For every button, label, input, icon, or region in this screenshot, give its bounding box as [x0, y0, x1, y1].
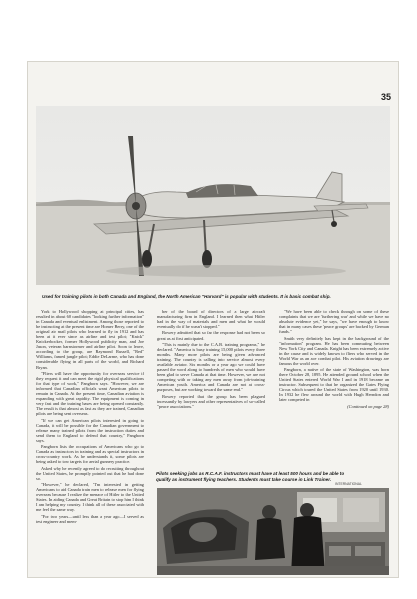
paragraph: "For two years—until less than a year ago—I served as test engineer and mem-: [36, 513, 144, 524]
paragraph: York to Hollywood shopping at principal cities, has resulted in about 60 candidates "looking further information" in Canada and eventual enlistment. Among those reported to be instructing at the present time are Homer Berry, one of the original air mail pilots who learned to fly in 1912 and has been at it ever since as airline and test pilot; "Knick" Knickerbocker, former Hollywood publicity man, and Joe Jason, veteran barnstormer and airline pilot. Soon to leave, according to the group, are Raymond Russell, "Red" Williams, famed jungle pilot; Eddie DeLarme, who has done considerable flying in all parts of the world, and Richard Bryan.: [36, 309, 144, 370]
paragraph: "If we can get American pilots interested in going to Canada, it will be possible for the Canadian government to release many trained pilots from the instruction duties and send them to England to defend that country," Pangborn says.: [36, 417, 144, 443]
paragraph: "This is mainly due to the C.A.B. training programs," he declared. "America is busy training 15,000 pilots every three months. Many more pilots are being given advanced training. The country is calling into service almost every available aviator. Six months or a year ago we could have passed the word along to hundreds of men who would have been glad to serve Canada at that time. However, we are not competing with or taking any men away from job-training American youth. America and Canada are not at cross-purposes, but are working toward the same end.": [157, 341, 265, 393]
paragraph: Bowery reported that the group has been plagued incessantly by lawyers and other representatives of so-called "peace associations.": [157, 393, 265, 409]
photo-caption: Used for training pilots in both Canada and England, the North American "Harvard" is popular with students. It is basic combat ship.: [42, 294, 331, 299]
caption-line: qualify as instrument flying teachers. Students must take course in Link Trainer.: [156, 477, 332, 483]
article-column-left: [36, 309, 144, 525]
paragraph: ber of the board of directors of a large aircraft manufacturing firm in England. I learned then what Hitler had in the way of materials and men and what he would eventually do if he wasn't stopped.": [157, 309, 265, 330]
aircraft-photo: [36, 106, 390, 285]
paragraph: "However," he declared, "I'm interested in getting Americans to aid Canada train men to release men for flying overseas because I realize the menace of Hitler to the United States. In aiding Canada and Great Britain to stop him I think I am helping my country. I think all of these associated with me feel the same way.: [36, 482, 144, 513]
paragraph: "Fliers will have the opportunity for overseas service if they request it and can meet the rigid physical qualifications for that type of work," Pangborn says. "However, we are informed that Canadian officials want American pilots to remain in Canada. At the present time, Canadian aviation is expanding with great rapidity. The equipment is coming in very fast and the training bases are being opened constantly. The result is that almost as fast as they are trained, Canadian pilots are being sent overseas.: [36, 370, 144, 417]
paragraph: Bowery admitted that so far the response had not been so great as at first anticipated.: [157, 330, 265, 341]
page-number: 35: [380, 92, 391, 102]
article-column-middle: [157, 309, 265, 410]
paragraph: "We have been able to check through on some of these complaints that we are 'furthering war' and while we have no absolute evidence yet," he says, "we have enough to know that in many cases these 'peace groups' are backed by German funds.": [279, 309, 389, 335]
paragraph: Smith very definitely has kept in the background of the "information" program. He has been commuting between New York City and Canada. Knight has been extremely active in the cause and is widely known to fliers who served in the World War as an ace combat pilot. His aviation drawings are famous the world over.: [279, 335, 389, 366]
paragraph: Pangborn lists the occupations of Americans who go to Canada as instructors in training and as special instructors in cross-country work. As he understands it, some pilots are being asked to tow targets for aerial gunnery practice.: [36, 444, 144, 465]
link-trainer-photo: [157, 488, 389, 575]
link-trainer-illustration: [157, 488, 389, 575]
paragraph: Pangborn, a native of the state of Washington, was born there October 28, 1895. He attended ground school when the United States entered World War I and in 1918 became an instructor. Subsequent to that he organized the Gates Flying Circus which toured the United States from 1920 until 1930. In 1932 he flew around the world with Hugh Herndon and later competed in: [279, 367, 389, 403]
magazine-page: [28, 62, 398, 577]
caption-line: Pilots seeking jobs as R.C.A.F. instructors must have at least 500 hours and be able to: [156, 471, 345, 476]
continued-note: (Continued on page 28): [347, 403, 389, 409]
paragraph: Asked why he recently agreed to do recruiting throughout the United States, he promptly pointed out that he had done so.: [36, 465, 144, 481]
harvard-aircraft-illustration: [36, 106, 390, 285]
article-column-right: [279, 309, 389, 410]
photo-credit: INTERNATIONAL: [335, 482, 362, 486]
